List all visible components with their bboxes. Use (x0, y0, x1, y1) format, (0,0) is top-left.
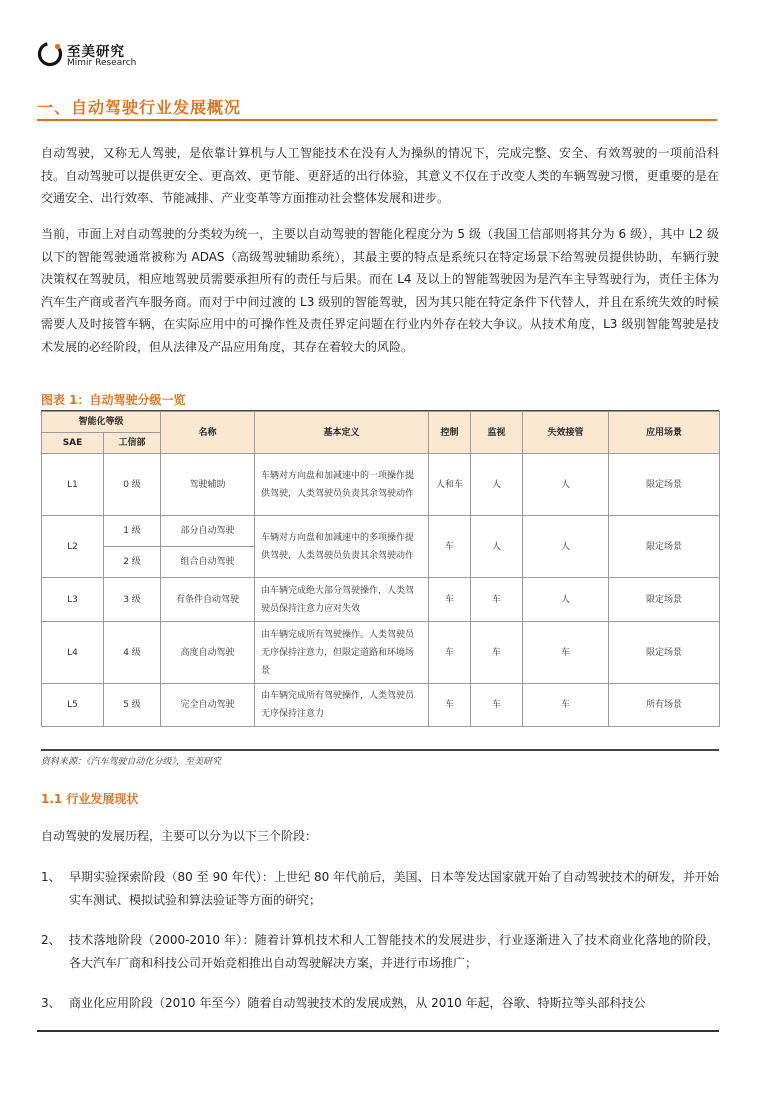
cell-control: 车 (429, 516, 471, 578)
table-row (42, 454, 720, 516)
header-scenario: 应用场景 (609, 412, 720, 454)
cell-definition: 车辆对方向盘和加减速中的一项操作提供驾驶，人类驾驶员负责其余驾驶动作 (255, 454, 429, 516)
cell-fallback: 人 (523, 454, 609, 516)
brand-name-cn: 至美研究 (67, 44, 125, 60)
table-row (42, 622, 720, 684)
cell-name: 完全自动驾驶 (161, 684, 255, 727)
paragraph-stages-intro: 自动驾驶的发展历程，主要可以分为以下三个阶段： (41, 829, 318, 843)
brand-name-en: Mimir Research (67, 58, 137, 68)
cell-sae: L4 (42, 622, 104, 684)
list-item (41, 992, 719, 1015)
cell-fallback: 车 (523, 684, 609, 727)
figure-title: 图表 1：自动驾驶分级一览 (41, 393, 186, 407)
list-item-text: 早期实验探索阶段（80 至 90 年代）：上世纪 80 年代前后，美国、日本等发达国家就开始了自动驾驶技术的研发，并开始实车测试、模拟试验和算法验证等方面的研究； (69, 870, 719, 907)
header-monitor: 监视 (471, 412, 523, 454)
cell-scenario: 限定场景 (609, 454, 720, 516)
cell-definition: 由车辆完成所有驾驶操作，人类驾驶员无序保持注意力 (255, 684, 429, 727)
cell-control: 人和车 (429, 454, 471, 516)
cell-monitor: 车 (471, 622, 523, 684)
header-sae: SAE (42, 433, 104, 454)
list-item-number: 3、 (41, 996, 61, 1010)
cell-fallback: 人 (523, 516, 609, 578)
header-control: 控制 (429, 412, 471, 454)
cell-fallback: 车 (523, 622, 609, 684)
paragraph-classification: 当前，市面上对自动驾驶的分类较为统一，主要以自动驾驶的智能化程度分为 5 级（我国工信部则将其分为 6 级），其中 L2 级以下的智能驾驶通常被称为 ADAS（高级驾驶辅助系统），其最主要的特点是系统只在特定场景下给驾驶员提供协助，车辆行驶决策权在驾驶员，相应地驾驶员需要承担所有的责任与后果。而在 L4 及以上的智能驾驶因为是汽车主导驾驶行为，责任主体为汽车生产商或者汽车服务商。而对于中间过渡的 L3 级别的智能驾驶，因为其只能在特定条件下代替人，并且在系统失效的时候需要人及时接管车辆，在实际应用中的可操作性及责任界定问题在行业内外存在较大争议。从技术角度，L3 级别智能驾驶是技术发展的必经阶段，但从法律及产品应用角度，其存在着较大的风险。 (41, 227, 719, 354)
header-name: 名称 (161, 412, 255, 454)
cell-miit: 0 级 (104, 454, 161, 516)
table-header-row (42, 412, 720, 433)
cell-sae: L3 (42, 578, 104, 622)
logo-mark-icon (37, 41, 63, 67)
table-row (42, 578, 720, 622)
cell-scenario: 限定场景 (609, 516, 720, 578)
list-item-number: 2、 (41, 933, 61, 947)
cell-sae: L2 (42, 516, 104, 578)
table-row (42, 516, 720, 547)
cell-definition: 车辆对方向盘和加减速中的多项操作提供驾驶，人类驾驶员负责其余驾驶动作 (255, 516, 429, 578)
cell-name: 有条件自动驾驶 (161, 578, 255, 622)
cell-monitor: 车 (471, 684, 523, 727)
cell-scenario: 所有场景 (609, 684, 720, 727)
brand-logo (37, 40, 157, 72)
cell-sae: L5 (42, 684, 104, 727)
cell-miit: 3 级 (104, 578, 161, 622)
cell-monitor: 人 (471, 454, 523, 516)
cell-definition: 由车辆完成绝大部分驾驶操作，人类驾驶员保持注意力应对失效 (255, 578, 429, 622)
cell-name: 部分自动驾驶 (161, 516, 255, 547)
cell-control: 车 (429, 622, 471, 684)
table-bottom-rule (41, 749, 719, 751)
cell-miit: 5 级 (104, 684, 161, 727)
cell-definition: 由车辆完成所有驾驶操作。人类驾驶员无序保持注意力，但限定道路和环境场景 (255, 622, 429, 684)
header-fallback: 失效接管 (523, 412, 609, 454)
cell-scenario: 限定场景 (609, 578, 720, 622)
cell-name: 组合自动驾驶 (161, 547, 255, 578)
list-item (41, 929, 719, 974)
list-item (41, 866, 719, 911)
list-item-number: 1、 (41, 870, 61, 884)
cell-name: 高度自动驾驶 (161, 622, 255, 684)
cell-miit: 1 级 (104, 516, 161, 547)
paragraph-intro: 自动驾驶，又称无人驾驶，是依靠计算机与人工智能技术在没有人为操纵的情况下，完成完整、安全、有效驾驶的一项前沿科技。自动驾驶可以提供更安全、更高效、更节能、更舒适的出行体验，其意义不仅在于改变人类的车辆驾驶习惯，更重要的是在交通安全、出行效率、节能减排、产业变革等方面推动社会整体发展和进步。 (41, 146, 719, 205)
header-miit: 工信部 (104, 433, 161, 454)
footer-divider (37, 1030, 719, 1032)
levels-table (41, 411, 720, 727)
cell-control: 车 (429, 684, 471, 727)
cell-miit: 4 级 (104, 622, 161, 684)
cell-miit: 2 级 (104, 547, 161, 578)
cell-sae: L1 (42, 454, 104, 516)
header-level-group: 智能化等级 (42, 412, 161, 433)
cell-control: 车 (429, 578, 471, 622)
cell-scenario: 限定场景 (609, 622, 720, 684)
cell-monitor: 人 (471, 516, 523, 578)
section-divider (37, 119, 717, 121)
cell-fallback: 人 (523, 578, 609, 622)
subsection-title: 1.1 行业发展现状 (41, 792, 139, 806)
section-title: 一、自动驾驶行业发展概况 (37, 98, 242, 117)
cell-monitor: 车 (471, 578, 523, 622)
list-item-text: 技术落地阶段（2000-2010 年）：随着计算机技术和人工智能技术的发展进步，行业逐渐进入了技术商业化落地的阶段，各大汽车厂商和科技公司开始竞相推出自动驾驶解决方案，并进行市场推广； (69, 933, 719, 970)
figure-source: 资料来源：《汽车驾驶自动化分级》，至美研究 (41, 757, 222, 767)
table-row (42, 684, 720, 727)
header-definition: 基本定义 (255, 412, 429, 454)
cell-name: 驾驶辅助 (161, 454, 255, 516)
list-item-text: 商业化应用阶段（2010 年至今）随着自动驾驶技术的发展成熟，从 2010 年起，谷歌、特斯拉等头部科技公 (69, 996, 646, 1010)
